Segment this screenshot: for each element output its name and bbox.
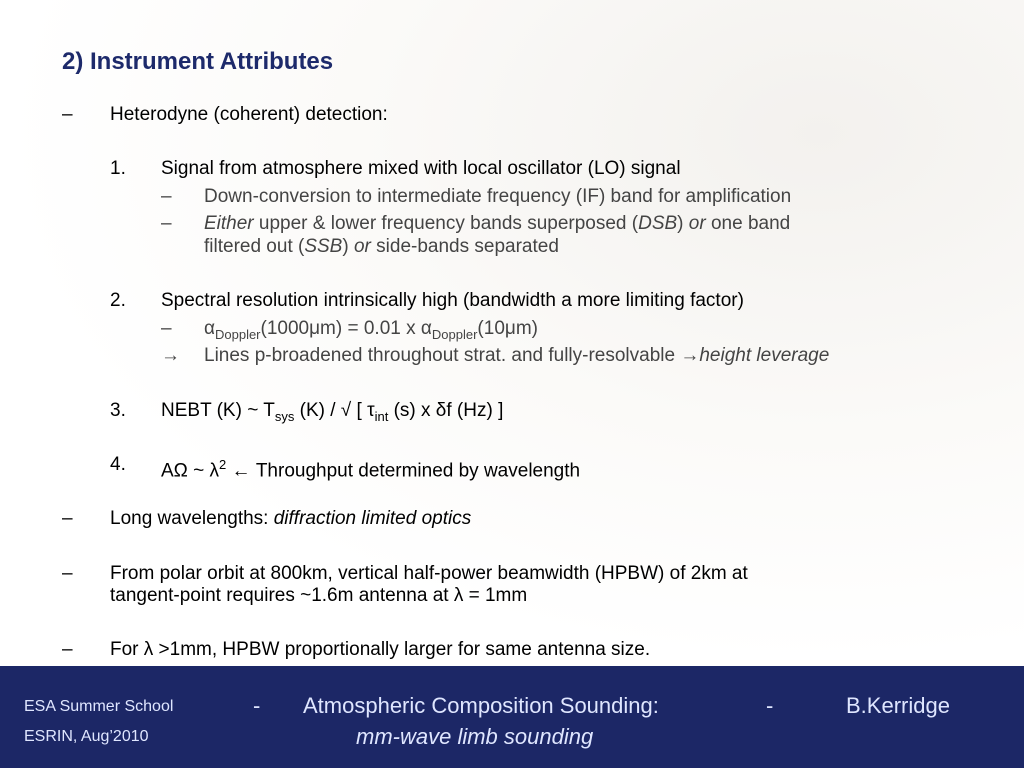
bullet-marker: –: [62, 104, 73, 125]
subscript-doppler: Doppler: [214, 326, 261, 342]
sub-lines-broadened: [204, 345, 829, 367]
italic-either: Either: [204, 213, 254, 234]
item-spectral-resolution: Spectral resolution intrinsically high (bandwidth a more limiting factor): [161, 290, 744, 311]
number-4: 4.: [110, 454, 126, 475]
text-fragment: ): [677, 213, 689, 234]
number-1: 1.: [110, 158, 126, 179]
bullet-polar-orbit-line2: tangent-point requires ~1.6m antenna at λ = 1mm: [110, 585, 528, 606]
text-fragment: (1000μm) = 0.01 x: [260, 318, 421, 339]
footer-dash: -: [253, 693, 261, 718]
text-fragment: AΩ ~ λ: [161, 460, 220, 482]
footer-school: ESA Summer School: [24, 698, 174, 715]
text-fragment: (K) / √ [ τ: [294, 400, 375, 421]
superscript-2: 2: [219, 457, 227, 472]
bullet-marker: –: [62, 639, 73, 660]
sub-down-conversion: Down-conversion to intermediate frequency (IF) band for amplification: [204, 186, 792, 207]
sub-filtered-out: [204, 236, 559, 258]
footer-venue: ESRIN, Aug’2010: [24, 728, 149, 745]
item-throughput: [161, 454, 580, 482]
arrow-marker: →: [161, 345, 180, 366]
number-2: 2.: [110, 290, 126, 311]
arrow-symbol: →: [680, 345, 700, 366]
sub-marker: –: [161, 318, 172, 339]
text-fragment: filtered out (: [204, 236, 305, 257]
italic-height-leverage: height leverage: [699, 345, 830, 366]
bullet-hpbw-larger: For λ >1mm, HPBW proportionally larger for same antenna size.: [110, 639, 651, 660]
subscript-sys: sys: [274, 408, 295, 424]
item-nebt: [161, 400, 503, 428]
footer-author: B.Kerridge: [846, 693, 950, 718]
text-fragment: (10μm): [477, 318, 538, 339]
italic-diffraction: diffraction limited optics: [273, 508, 472, 529]
bullet-marker: –: [62, 563, 73, 584]
text-fragment: upper & lower frequency bands superposed (: [253, 213, 639, 234]
footer-bar: [0, 666, 1024, 768]
text-fragment: Lines p-broadened throughout strat. and fully-resolvable: [204, 345, 681, 366]
number-3: 3.: [110, 400, 126, 421]
bullet-heterodyne: Heterodyne (coherent) detection:: [110, 104, 388, 125]
text-fragment: side-bands separated: [370, 236, 559, 257]
alpha-symbol: α: [204, 318, 215, 339]
sub-either-bands: [204, 213, 790, 235]
subscript-int: int: [374, 408, 389, 424]
italic-or: or: [688, 213, 706, 234]
bullet-long-wavelengths: [110, 508, 471, 530]
footer-dash: -: [766, 693, 774, 718]
italic-dsb: DSB: [638, 213, 678, 234]
bullet-marker: –: [62, 508, 73, 529]
subscript-doppler: Doppler: [431, 326, 478, 342]
sub-alpha-doppler: [204, 318, 538, 346]
italic-ssb: SSB: [304, 236, 343, 257]
text-fragment: ← Throughput determined by wavelength: [226, 460, 581, 482]
item-signal-mixed: Signal from atmosphere mixed with local oscillator (LO) signal: [161, 158, 681, 179]
italic-or: or: [353, 236, 371, 257]
alpha-symbol: α: [420, 318, 432, 339]
sub-marker: –: [161, 186, 172, 207]
text-fragment: Long wavelengths:: [110, 508, 274, 529]
text-fragment: ): [342, 236, 354, 257]
sub-marker: –: [161, 213, 172, 234]
footer-title-line1: Atmospheric Composition Sounding:: [303, 693, 659, 718]
footer-title-line2: mm-wave limb sounding: [356, 724, 594, 749]
slide-title: 2) Instrument Attributes: [62, 48, 334, 75]
text-fragment: NEBT (K) ~ T: [161, 400, 275, 421]
text-fragment: (s) x δf (Hz) ]: [388, 400, 504, 421]
bullet-polar-orbit-line1: From polar orbit at 800km, vertical half-power beamwidth (HPBW) of 2km at: [110, 563, 748, 584]
text-fragment: one band: [705, 213, 791, 234]
